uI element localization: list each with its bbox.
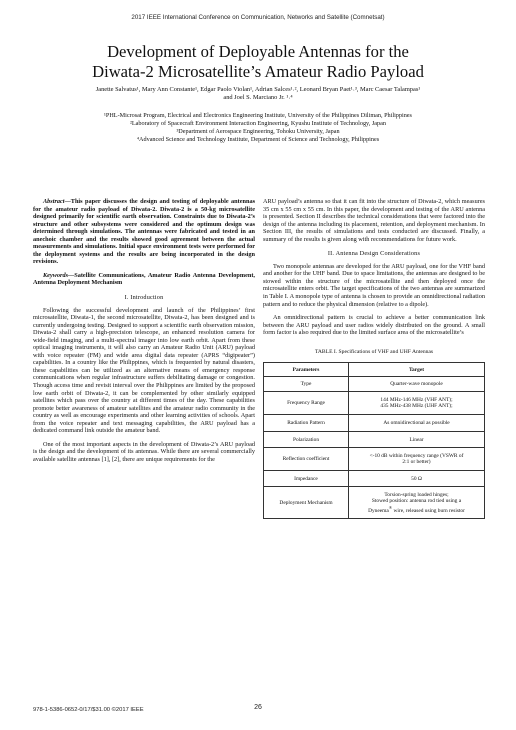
specifications-table [263,362,485,519]
affiliations [30,112,486,144]
section-heading-introduction: I. Introduction [124,294,164,302]
table-caption: TABLE I. Specifications of VHF and UHF Antennas [314,348,434,355]
table-cell-line-a: Dyneema [368,507,389,514]
conference-header: 2017 IEEE International Conference on Communication, Networks and Satellite (Comnetsat) [131,14,385,21]
table-row [264,471,485,487]
intro-paragraph-1: Following the successful development and launch of the Philippines’ first microsatellite, Diwata-1, the second microsatellite, Diwata-2, has been designed and is currently undergoing testing. Designed to support a scientific earth observation mission, Diwata-2 shall carry a high-precision telescope, an enhanced resolution camera for wide-field imaging, and a multi-spectral imager into low earth orbit. Apart from these optical imaging instruments, it will also carry an Amateur Radio Unit (ARU) payload with voice repeater (FM) and wide area digital data repeater (APRS “digipeater”) capabilities. In a country like the Philippines, which is frequented by natural disasters, these capabilities can be utilized as an alternative means of emergency response communications when regular infrastructure suffers debilitating damage or congestion. Though access time and revisit interval over the Philippines are limited by the proposed low earth orbit of Diwata-2, it can be complemented by other similarly equipped satellites which pass over the country at different times of the day. These capabilities promote better awareness of amateur satellites and the amateur radio community in the country as well as encourage experiments and other learning activities of schools. Apart from the voice repeater and text messaging capabilities, the ARU payload has a dedicated command link outside the amateur band. [33,306,255,435]
abstract [33,198,255,266]
abstract-label: Abstract [43,198,65,205]
table-cell-target [349,448,485,471]
keywords-text: —Satellite Communications, Amateur Radio Antenna Development, Antenna Deployment Mechanism [33,271,255,287]
table-cell-line: <-10 dB within frequency range (VSWR of [369,452,464,459]
table-row [264,377,485,392]
table-cell-line-b: wire, released using burn resistor [392,507,465,514]
table-cell-param: Reflection coefficient [264,448,349,471]
affiliation-2: ²Laboratory of Spacecraft Environment Interaction Engineering, Kyushu Institute of Technology, Japan [130,120,386,128]
authors-line-2: and Joel S. Marciano Jr. ¹˒⁴ [223,94,293,102]
design-paragraph-1: Two monopole antennas are developed for the ARU payload, one for the VHF band and another for the UHF band. Due to space limitations, the antennas are designed to be stowed within the structure of the microsatellite and then deployed once the microsatellite enters orbit. The target specifications of the two antennas are summarized in Table I. A monopole type of antenna is chosen to provide an omnidirectional radiation pattern and to reduce the physical dimension (relative to a dipole). [263,262,485,308]
paper-title [40,42,476,82]
table-header-row [264,363,485,377]
table-cell-line: 144 MHz-146 MHz (VHF ANT); [380,396,453,403]
table-cell-param: Type [264,377,349,392]
table-cell-target [349,487,485,519]
table-row [264,487,485,519]
table-cell-line: Torsion-spring loaded hinges; [384,491,449,498]
right-column [263,198,485,519]
keywords-label: Keywords [43,271,68,279]
table-cell-target: 50 Ω [349,471,485,487]
footer-copyright: 978-1-5386-0652-0/17/$31.00 ©2017 IEEE [33,707,144,713]
authors-line-1: Janette Salvatus¹, Mary Ann Constante¹, Edgar Paolo Violan¹, Adrian Salces¹˒², Leonard Bryan Paet¹˒³, Marc Caesar Talampas¹ [95,86,421,93]
abstract-text: —This paper discusses the design and testing of deployable antennas for the amateur radio payload of Diwata-2. Diwata-2 is a 50-kg microsatellite designed primarily for scientific earth observation. Constraints due to Diwata-2’s structure and other subsystems were considered and the optimum design was determined through simulations. The antennas were fabricated and tested in an anechoic chamber and the results showed good agreement between the actual measurements and simulations. Initial space environment tests were performed for the deployment systems and the results are being incorporated in the design revisions. [33,198,255,266]
keywords [33,272,255,287]
right-paragraph-1: ARU payload’s antenna so that it can fit into the structure of Diwata-2, which measures 35 cm x 55 cm x 55 cm. In this paper, the development and testing of the ARU antenna is presented. Section II describes the technical considerations that were factored into the design of the antenna including its placement, retention, and deployment mechanism. In Section III, the results of simulations and tests conducted are discussed. Finally, a summary of the results is given along with recommendations for future work. [263,198,485,243]
affiliation-3: ³Department of Aerospace Engineering, Tohoku University, Japan [176,128,340,136]
table-cell-param: Polarization [264,432,349,448]
table-cell-param: Frequency Range [264,392,349,415]
title-line-2: Diwata-2 Microsatellite’s Amateur Radio Payload [92,62,424,81]
design-paragraph-2: An omnidirectional pattern is crucial to achieve a better communication link between the ARU payload and user radios widely distributed on the ground. A small form factor is also required due to the limited surface area of the microsatellite’s [263,314,485,337]
table-row [264,432,485,448]
table-header-parameters: Parameters [264,363,349,377]
table-cell-target: As omnidirectional as possible [349,415,485,432]
table-cell-line: 435 MHz-438 MHz (UHF ANT); [380,403,453,410]
table-cell-target [349,392,485,415]
table-cell-target: Linear [349,432,485,448]
table-row [264,415,485,432]
page-number: 26 [254,704,262,711]
table-row [264,448,485,471]
author-list [30,86,486,102]
table-cell-line: Stowed position: antenna rod tied using a [371,498,462,505]
table-cell-param: Impedance [264,471,349,487]
table-cell-param: Deployment Mechanism [264,487,349,519]
table-cell-line: 2:1 or better) [402,459,431,466]
title-line-1: Development of Deployable Antennas for the [107,42,409,61]
table-cell-target: Quarter-wave monopole [349,377,485,392]
affiliation-4: ⁴Advanced Science and Technology Institute, Department of Science and Technology, Philippines [136,136,380,144]
section-heading-design: II. Antenna Design Considerations [327,250,421,258]
intro-paragraph-2: One of the most important aspects in the development of Diwata-2’s ARU payload is the design and the development of its antennas. While there are several commercially available satellite antennas [1], [2], there are unique requirements for the [33,440,255,463]
left-column [33,198,255,464]
table-cell-param: Radiation Pattern [264,415,349,432]
affiliation-1: ¹PHL-Microsat Program, Electrical and Electronics Engineering Institute, University of the Philippines Diliman, Philippines [104,112,412,119]
table-header-target: Target [349,363,485,377]
registered-mark: ® [388,504,393,510]
table-row [264,392,485,415]
